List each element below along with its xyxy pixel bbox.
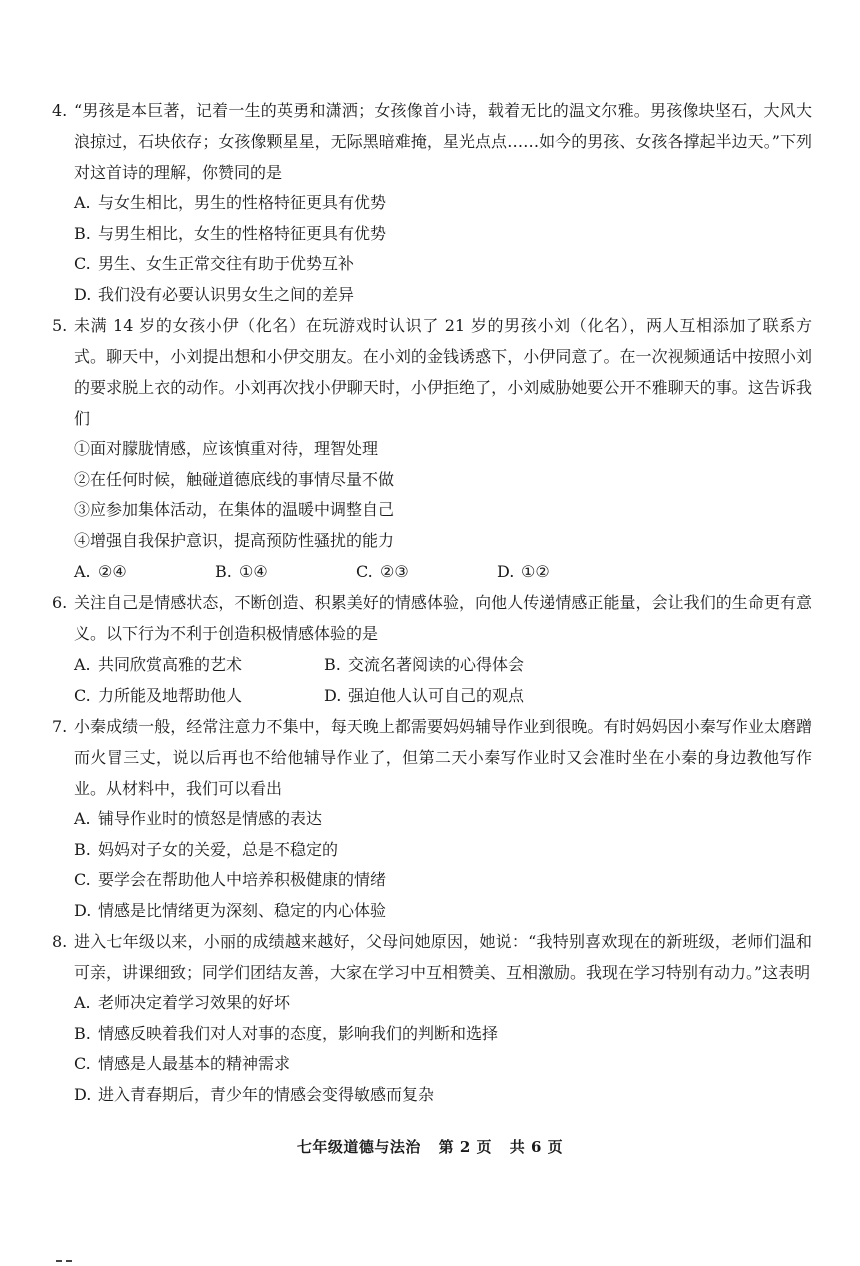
question-text: “男孩是本巨著，记着一生的英勇和潇洒；女孩像首小诗，载着无比的温文尔雅。男孩像块坚石，大风大浪掠过，石块依存；女孩像颗星星，无际黑暗难掩，星光点点……如今的男孩、女孩各撑起半边天。”下列对这首诗的理解，你赞同的是 — [74, 101, 812, 182]
option-a — [74, 649, 324, 680]
option-c — [74, 865, 812, 896]
question-text: 进入七年级以来，小丽的成绩越来越好，父母问她原因，她说：“我特别喜欢现在的新班级，老师们温和可亲，讲课细致；同学们团结友善，大家在学习中互相赞美、互相激励。我现在学习特别有动力。”这表明 — [74, 932, 812, 982]
option-label: C. — [74, 870, 91, 889]
footer-page-number: 第 2 页 — [438, 1138, 492, 1156]
question-7 — [52, 711, 812, 926]
question-stem — [52, 926, 812, 988]
option-text: 男生、女生正常交往有助于优势互补 — [98, 254, 355, 273]
option-text: 铺导作业时的愤怒是情感的表达 — [98, 809, 323, 828]
option-text: ①④ — [239, 562, 268, 581]
question-4 — [52, 95, 812, 310]
question-text: 小秦成绩一般，经常注意力不集中，每天晚上都需要妈妈辅导作业到很晚。有时妈妈因小秦写作业太磨蹭而火冒三丈，说以后再也不给他辅导作业了，但第二天小秦写作业时又会准时坐在小秦的身边教他写作业。从材料中，我们可以看出 — [74, 717, 812, 798]
option-d — [74, 1080, 812, 1111]
question-6 — [52, 587, 812, 711]
option-a — [74, 188, 812, 219]
question-list — [52, 95, 812, 1110]
question-stem — [52, 711, 812, 804]
option-label: A. — [74, 193, 91, 212]
option-label: A. — [74, 655, 91, 674]
question-number: 5. — [52, 316, 68, 335]
question-number: 7. — [52, 717, 68, 736]
option-label: D. — [74, 284, 92, 304]
option-label: B. — [215, 562, 232, 581]
option-text: ②③ — [380, 562, 409, 581]
option-b — [215, 556, 356, 587]
option-text: 交流名著阅读的心得体会 — [348, 655, 525, 674]
option-label: D. — [74, 1084, 92, 1104]
question-stem — [52, 587, 812, 649]
option-text: 情感是人最基本的精神需求 — [98, 1054, 291, 1073]
statement-3: ③应参加集体活动，在集体的温暖中调整自己 — [74, 500, 395, 519]
option-text: 妈妈对子女的关爱，总是不稳定的 — [98, 839, 339, 859]
statement-2: ②在任何时候，触碰道德底线的事情尽量不做 — [74, 469, 395, 489]
option-label: C. — [74, 254, 91, 273]
option-label: B. — [74, 839, 91, 859]
option-row — [74, 649, 812, 680]
option-b — [74, 835, 812, 866]
option-text: ②④ — [98, 562, 127, 581]
question-stem — [52, 310, 812, 434]
option-d — [74, 280, 812, 311]
option-text: 进入青春期后，青少年的情感会变得敏感而复杂 — [98, 1084, 435, 1104]
option-b — [324, 649, 574, 680]
option-label: C. — [74, 686, 91, 705]
footer-subject: 七年级道德与法治 — [296, 1138, 421, 1156]
footer-page-total: 共 6 页 — [509, 1138, 564, 1156]
option-label: A. — [74, 993, 91, 1012]
option-text: 要学会在帮助他人中培养积极健康的情绪 — [98, 870, 387, 889]
question-text: 未满 14 岁的女孩小伊（化名）在玩游戏时认识了 21 岁的男孩小刘（化名），两人互相添加了联系方式。聊天中，小刘提出想和小伊交朋友。在小刘的金钱诱惑下，小伊同意了。在一次视频通话中按照小刘的要求脱上衣的动作。小刘再次找小伊聊天时，小伊拒绝了，小刘威胁她要公开不雅聊天的事。这告诉我们 — [74, 316, 812, 428]
option-label: D. — [74, 900, 92, 920]
option-text: 共同欣赏高雅的艺术 — [98, 655, 243, 674]
question-number: 4. — [52, 101, 68, 120]
option-row — [74, 556, 812, 587]
option-text: 我们没有必要认识男女生之间的差异 — [98, 284, 355, 304]
option-text: 老师决定着学习效果的好坏 — [98, 993, 291, 1012]
option-label: B. — [74, 223, 91, 243]
page-footer — [0, 1136, 860, 1157]
option-label: D. — [497, 562, 515, 581]
option-c — [74, 1049, 812, 1080]
option-text: 与男生相比，女生的性格特征更具有优势 — [98, 223, 387, 243]
question-number: 8. — [52, 932, 68, 951]
option-label: D. — [324, 686, 342, 705]
option-text: 力所能及地帮助他人 — [98, 686, 243, 705]
option-c — [356, 556, 497, 587]
option-b — [74, 1019, 812, 1050]
option-d — [74, 896, 812, 927]
option-b — [74, 219, 812, 250]
statement-1: ①面对朦胧情感，应该慎重对待，理智处理 — [74, 439, 379, 458]
option-text: 强迫他人认可自己的观点 — [348, 686, 525, 705]
option-a — [74, 804, 812, 835]
option-c — [74, 680, 324, 711]
option-text: 情感反映着我们对人对事的态度，影响我们的判断和选择 — [98, 1023, 499, 1043]
option-label: B. — [324, 655, 341, 674]
statement-4: ④增强自我保护意识，提高预防性骚扰的能力 — [74, 530, 395, 550]
option-text: 情感是比情绪更为深刻、稳定的内心体验 — [98, 900, 387, 920]
option-label: B. — [74, 1023, 91, 1043]
option-text: ①② — [521, 562, 550, 581]
question-text: 关注自己是情感状态，不断创造、积累美好的情感体验，向他人传递情感正能量，会让我们的生命更有意义。以下行为不利于创造积极情感体验的是 — [74, 593, 812, 643]
option-text: 与女生相比，男生的性格特征更具有优势 — [98, 193, 387, 212]
option-label: A. — [74, 809, 91, 828]
scan-edge-mark — [56, 1247, 90, 1250]
option-row — [74, 680, 812, 711]
option-label: A. — [74, 562, 91, 581]
question-number: 6. — [52, 593, 68, 612]
option-a — [74, 988, 812, 1019]
option-label: C. — [356, 562, 373, 581]
option-label: C. — [74, 1054, 91, 1073]
option-a — [74, 556, 215, 587]
option-d — [497, 556, 638, 587]
question-8 — [52, 926, 812, 1110]
option-d — [324, 680, 574, 711]
question-stem — [52, 95, 812, 188]
option-c — [74, 249, 812, 280]
question-5 — [52, 310, 812, 587]
